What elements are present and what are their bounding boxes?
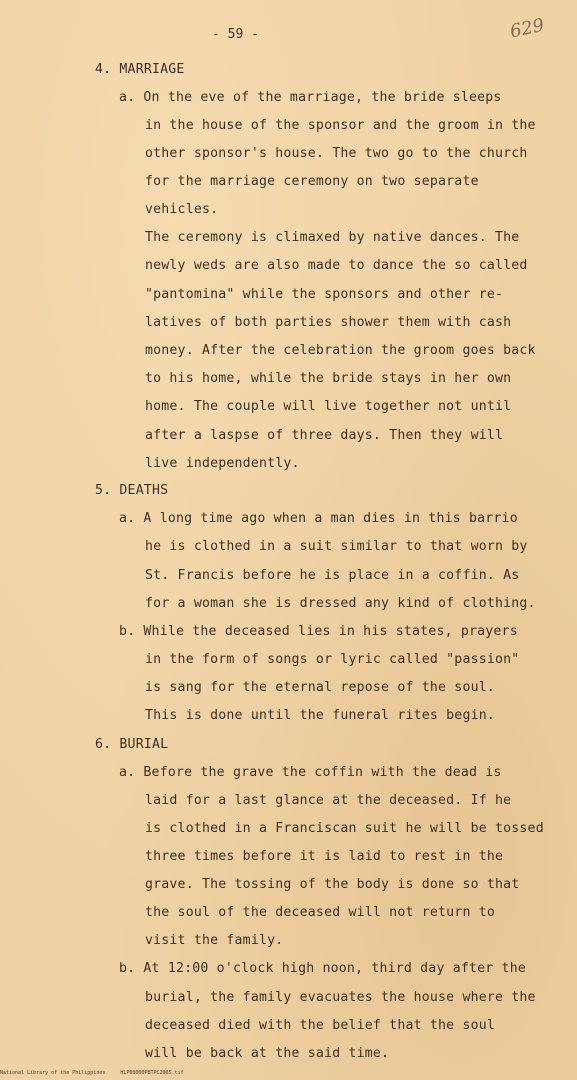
text-line: money. After the celebration the groom goes back <box>145 343 536 358</box>
text-line: for a woman she is dressed any kind of clothing. <box>145 596 536 611</box>
text-line: b. While the deceased lies in his states, prayers <box>119 624 518 639</box>
text-line: is clothed in a Franciscan suit he will be tossed <box>145 821 544 836</box>
text-line: he is clothed in a suit similar to that worn by <box>145 539 528 554</box>
text-line: "pantomina" while the sponsors and other re- <box>145 287 504 302</box>
page-number: - 59 - <box>212 27 259 42</box>
text-line: a. A long time ago when a man dies in this barrio <box>119 511 518 526</box>
text-line: a. On the eve of the marriage, the bride sleeps <box>119 90 502 105</box>
text-line: live independently. <box>145 456 300 471</box>
text-line: b. At 12:00 o'clock high noon, third day after the <box>119 961 526 976</box>
text-line: after a laspse of three days. Then they will <box>145 428 504 443</box>
text-line: three times before it is laid to rest in the <box>145 849 504 864</box>
text-line: burial, the family evacuates the house where the <box>145 990 536 1005</box>
text-line: to his home, while the bride stays in her own <box>145 371 512 386</box>
section-heading-deaths: 5. DEATHS <box>95 483 169 498</box>
text-line: the soul of the deceased will not return to <box>145 905 496 920</box>
text-line: deceased died with the belief that the soul <box>145 1018 496 1033</box>
text-line: This is done until the funeral rites begin. <box>145 708 496 723</box>
text-line: The ceremony is climaxed by native dances. The <box>145 230 520 245</box>
footer-file: HLP00000PBTPC2005.tif <box>120 1070 184 1076</box>
text-line: for the marriage ceremony on two separate <box>145 174 479 189</box>
section-heading-marriage: 4. MARRIAGE <box>95 62 185 77</box>
text-line: home. The couple will live together not until <box>145 399 512 414</box>
text-line: laid for a last glance at the deceased. If he <box>145 793 512 808</box>
text-line: a. Before the grave the coffin with the dead is <box>119 765 502 780</box>
text-line: latives of both parties shower them with cash <box>145 315 512 330</box>
text-line: St. Francis before he is place in a coffin. As <box>145 568 520 583</box>
text-line: will be back at the said time. <box>145 1046 390 1061</box>
text-line: grave. The tossing of the body is done so that <box>145 877 520 892</box>
footer-library: National Library of the Philippines <box>0 1070 106 1076</box>
text-line: in the form of songs or lyric called "passion" <box>145 652 520 667</box>
text-line: vehicles. <box>145 202 219 217</box>
handwritten-folio-number: 629 <box>508 14 547 43</box>
text-line: newly weds are also made to dance the so called <box>145 258 528 273</box>
text-line: is sang for the eternal repose of the soul. <box>145 680 496 695</box>
text-line: visit the family. <box>145 933 284 948</box>
scan-footer <box>0 1070 196 1076</box>
section-heading-burial: 6. BURIAL <box>95 737 169 752</box>
text-line: in the house of the sponsor and the groom in the <box>145 118 536 133</box>
text-line: other sponsor's house. The two go to the church <box>145 146 528 161</box>
